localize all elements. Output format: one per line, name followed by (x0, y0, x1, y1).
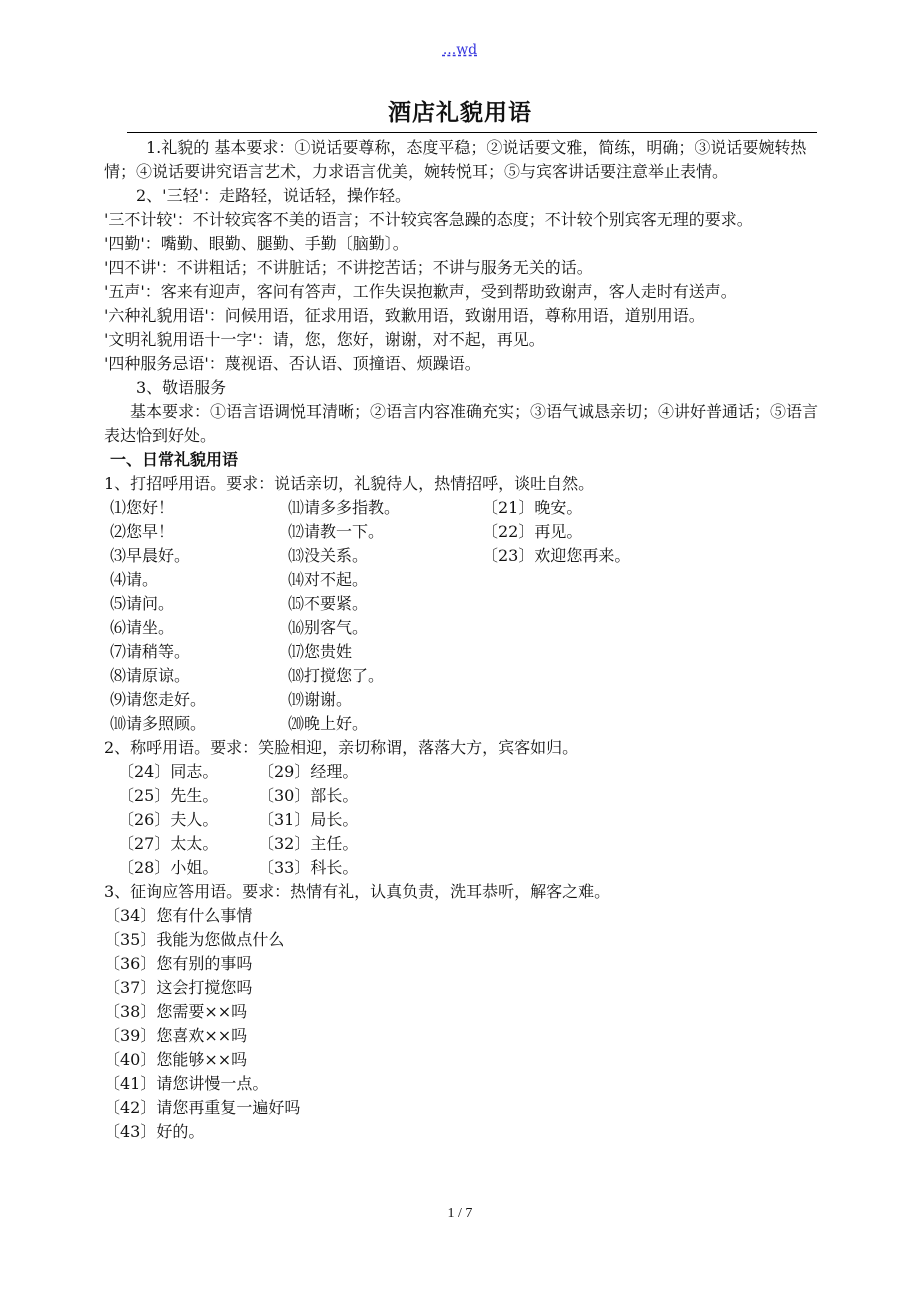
list-item: 〔32〕主任。 (258, 834, 359, 853)
list-item: ⒃别客气。 (288, 618, 369, 637)
list-item: 〔25〕先生。 (118, 786, 219, 805)
list-item: ⒀没关系。 (288, 546, 369, 565)
list-item: 〔21〕晚安。 (482, 498, 583, 517)
list-item: 〔35〕我能为您做点什么 (104, 930, 285, 949)
list-item: ⑿请教一下。 (288, 522, 385, 541)
paragraph-four-taboos: '四种服务忌语'：蔑视语、否认语、顶撞语、烦躁语。 (104, 354, 481, 373)
list-item: 〔29〕经理。 (258, 762, 359, 781)
list-item: ⑾请多多指教。 (288, 498, 401, 517)
document-body (104, 136, 820, 1144)
list-item: 〔43〕好的。 (104, 1122, 205, 1141)
list-item: 〔28〕小姐。 (118, 858, 219, 877)
list-item (482, 712, 682, 736)
list-item: 〔39〕您喜欢××吗 (104, 1026, 248, 1045)
list-item: ⑼请您走好。 (110, 690, 207, 709)
list-item: 〔22〕再见。 (482, 522, 583, 541)
list-item: 〔42〕请您再重复一遍好吗 (104, 1098, 301, 1117)
section-heading: 一、日常礼貌用语 (110, 450, 239, 469)
list-item: 〔36〕您有别的事吗 (104, 954, 253, 973)
list-item: ⑴您好！ (110, 498, 175, 517)
paragraph-honorific-service: 3、敬语服务 (136, 378, 227, 397)
list-item: ⑺请稍等。 (110, 642, 191, 661)
list-item (482, 616, 682, 640)
list-item: ⒅打搅您了。 (288, 666, 385, 685)
list-item: 〔23〕欢迎您再来。 (482, 546, 631, 565)
paragraph-four-diligent: '四勤'：嘴勤、眼勤、腿勤、手勤〔脑勤〕。 (104, 234, 409, 253)
list-item (482, 688, 682, 712)
list-item (482, 640, 682, 664)
list-item: ⑸请问。 (110, 594, 175, 613)
list-item: 〔40〕您能够××吗 (104, 1050, 248, 1069)
list-item: 〔27〕太太。 (118, 834, 219, 853)
paragraph-eleven-words: '文明礼貌用语十一字'：请，您，您好，谢谢，对不起，再见。 (104, 330, 545, 349)
inquiry-list (104, 904, 820, 1144)
page-indicator: 1 / 7 (447, 1206, 473, 1221)
greeting-list (104, 496, 820, 736)
paragraph-three-light: 2、'三轻'：走路轻，说话轻，操作轻。 (136, 186, 411, 205)
header (0, 42, 920, 58)
list-item: ⒆谢谢。 (288, 690, 353, 709)
title-divider (127, 132, 817, 133)
paragraph-six-polite-phrases: '六种礼貌用语'：问候用语，征求用语，致歉用语，致谢用语，尊称用语，道别用语。 (104, 306, 705, 325)
list-item: 〔31〕局长。 (258, 810, 359, 829)
list-item (482, 664, 682, 688)
header-link[interactable]: ...wd (442, 42, 478, 58)
list-item: ⑷请。 (110, 570, 159, 589)
list-item: 〔37〕这会打搅您吗 (104, 978, 253, 997)
paragraph-basic-requirements: 1.礼貌的 基本要求：①说话要尊称，态度平稳；②说话要文雅，简练，明确；③说话要婉转热情；④说话要讲究语言艺术，力求语言优美，婉转悦耳；⑤与宾客讲话要注意举止表情。 (104, 138, 807, 181)
list-item: 〔34〕您有什么事情 (104, 906, 253, 925)
inquiry-label: 3、征询应答用语。要求：热情有礼，认真负责，洗耳恭听，解客之难。 (104, 882, 611, 901)
address-label: 2、称呼用语。要求：笑脸相迎，亲切称谓，落落大方，宾客如归。 (104, 738, 579, 757)
document-title: 酒店礼貌用语 (388, 100, 532, 126)
list-item: 〔30〕部长。 (258, 786, 359, 805)
list-item (482, 568, 682, 592)
list-item: 〔38〕您需要××吗 (104, 1002, 248, 1021)
list-item: ⑹请坐。 (110, 618, 175, 637)
list-item: 〔41〕请您讲慢一点。 (104, 1074, 269, 1093)
list-item: 〔26〕夫人。 (118, 810, 219, 829)
list-item: ⑽请多照顾。 (110, 714, 207, 733)
greeting-label: 1、打招呼用语。要求：说话亲切，礼貌待人，热情招呼，谈吐自然。 (104, 474, 595, 493)
list-item: ⒁对不起。 (288, 570, 369, 589)
list-item: 〔33〕科长。 (258, 858, 359, 877)
list-item: ⑻请原谅。 (110, 666, 191, 685)
address-list (104, 760, 820, 880)
paragraph-honorific-requirements: 基本要求：①语言语调悦耳清晰；②语言内容准确充实；③语气诚恳亲切；④讲好普通话；⑤语言表达恰到好处。 (104, 402, 819, 445)
list-item: ⒇晚上好。 (288, 714, 369, 733)
paragraph-five-voices: '五声'：客来有迎声，客问有答声，工作失误抱歉声，受到帮助致谢声，客人走时有送声。 (104, 282, 737, 301)
paragraph-four-no-talk: '四不讲'：不讲粗话；不讲脏话；不讲挖苦话；不讲与服务无关的话。 (104, 258, 593, 277)
list-item (482, 592, 682, 616)
list-item: ⒄您贵姓 (288, 642, 353, 661)
list-item: ⑵您早！ (110, 522, 175, 541)
list-item: 〔24〕同志。 (118, 762, 219, 781)
list-item: ⒂不要紧。 (288, 594, 369, 613)
list-item: ⑶早晨好。 (110, 546, 191, 565)
paragraph-three-no-argue: '三不计较'：不计较宾客不美的语言；不计较宾客急躁的态度；不计较个别宾客无理的要求。 (104, 210, 753, 229)
